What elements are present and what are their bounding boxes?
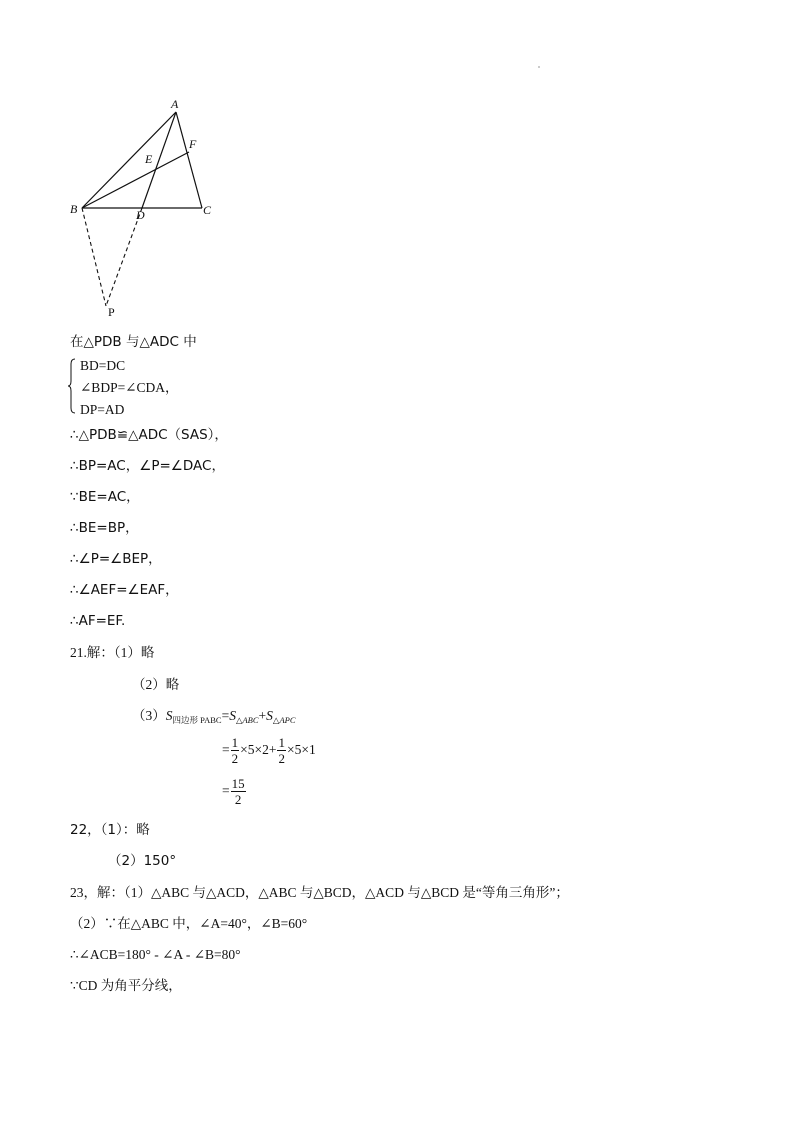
segment-dp [106,208,142,306]
segment-ac [176,112,202,208]
fraction-result: $\frac{15}{2}$ [231,776,245,808]
system-eq-3: DP=AD [80,402,125,417]
geometry-figure [64,92,224,322]
proof-step-be-bp: ∴BE=BP， [70,520,139,536]
scan-speck [538,66,540,68]
segment-bf [82,152,189,208]
proof-step-congruent: ∴△PDB≌△ADC（SAS）， [70,427,228,443]
label-b: B [70,202,78,216]
label-f: F [189,137,197,151]
label-d: D [136,208,145,222]
q21-part3: $(3)S_{四边形 PABC}=S_{\triangle ABC}+S_{\triangle APC}$ [132,708,296,725]
segment-bp [82,208,106,306]
label-e: E [145,152,153,166]
segment-ab [82,112,176,208]
q23-head: 23，解：（1）△ABC 与△ACD，△ABC 与△BCD，△ACD 与△BCD 是“等角三角形”； [70,885,569,900]
proof-step-be-ac: ∵BE=AC， [70,489,140,505]
fraction-half-1: $\frac{1}{2}$ [231,735,239,767]
label-p: P [108,305,115,319]
fraction-half-2: $\frac{1}{2}$ [278,735,285,767]
proof-step-af-ef: ∴AF=EF. [70,613,126,629]
q21-calc-line: = $\frac{1}{2}$ ×5×2+ $\frac{1}{2}$ ×5×1 [222,735,316,767]
proof-step-angle-aef: ∴∠AEF=∠EAF， [70,582,179,598]
q23-angle-acb: ∴∠ACB=180° - ∠A - ∠B=80° [70,947,241,962]
label-c: C [203,203,212,217]
system-eq-1: BD=DC [80,358,126,373]
system-brace [68,358,76,414]
q23-part2: （2）∵在△ABC 中，∠A=40°，∠B=60° [70,916,308,931]
label-a: A [171,97,179,111]
q21-result-line: = $\frac{15}{2}$ [222,776,245,808]
proof-step-angle-p: ∴∠P=∠BEP， [70,551,162,567]
proof-step-bp-ac: ∴BP=AC，∠P=∠DAC， [70,458,225,474]
q21-head: 21.解：（1）略 [70,645,155,660]
proof-intro: 在△PDB 与△ADC 中 [70,334,197,350]
q22-head: 22，（1）：略 [70,822,150,838]
q22-part2: （2）150° [108,853,177,869]
q21-part2: （2）略 [132,677,180,692]
system-eq-2: ∠BDP=∠CDA， [80,380,179,395]
q23-bisector: ∵CD 为角平分线， [70,978,182,993]
